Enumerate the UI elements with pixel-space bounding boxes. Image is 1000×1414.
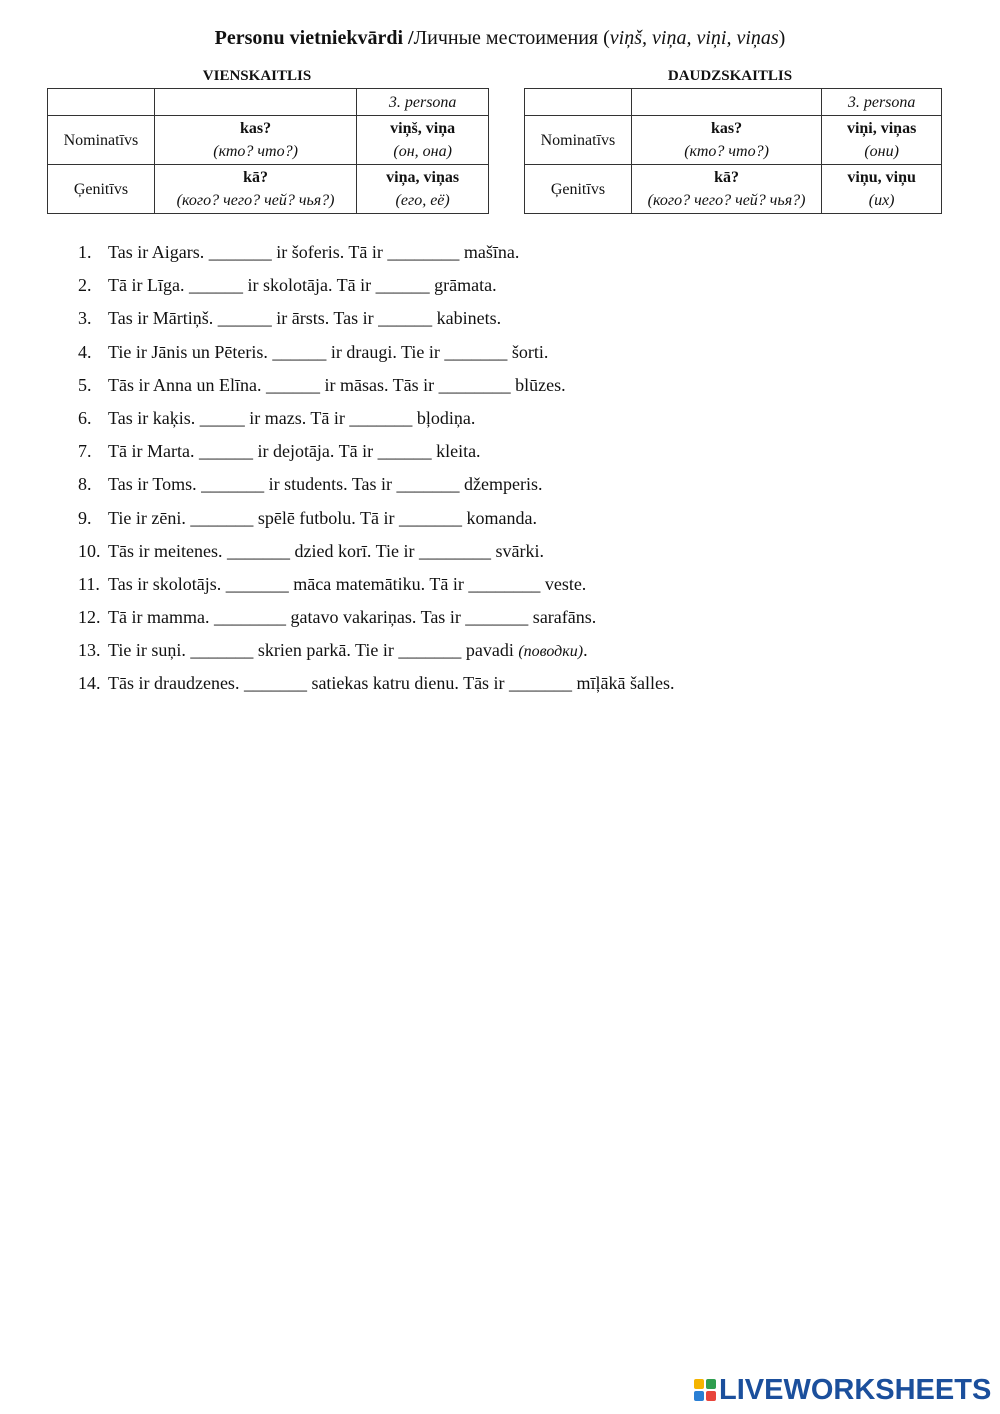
exercise-number: 10. — [78, 540, 101, 561]
exercise-number: 1. — [78, 242, 92, 262]
question-ru: (кого? чего? чей? чья?) — [176, 192, 335, 209]
exercise-text[interactable]: Tie ir suņi. _______ skrien parkā. Tie ir _______ pavadi — [108, 640, 519, 661]
exercise-item — [78, 438, 978, 471]
exercise-text[interactable]: Tie ir zēni. _______ spēlē futbolu. Tā ir _______ komanda. — [108, 507, 537, 528]
exercise-item — [78, 637, 978, 670]
question-cell — [631, 165, 821, 214]
exercise-number: 6. — [78, 407, 92, 428]
table-row — [48, 165, 489, 214]
empty-cell — [154, 89, 356, 116]
exercise-number: 13. — [78, 640, 101, 661]
question: kas? — [240, 120, 272, 137]
exercise-item — [78, 505, 978, 538]
case-label: Nominatīvs — [525, 116, 632, 165]
empty-cell — [48, 89, 155, 116]
exercise-text[interactable]: Tas ir skolotājs. _______ māca matemātiku. Tā ir ________ veste. — [108, 573, 587, 594]
pronoun-cell — [822, 165, 942, 214]
case-label: Nominatīvs — [48, 116, 155, 165]
exercise-number: 9. — [78, 507, 92, 528]
exercise-number: 5. — [78, 374, 92, 395]
plural-table-block — [524, 66, 942, 214]
pronoun-cell — [357, 165, 489, 214]
empty-cell — [525, 89, 632, 116]
person-header: 3. persona — [822, 89, 942, 116]
table-header-row — [48, 89, 489, 116]
exercise-list — [78, 239, 978, 704]
exercise-item — [78, 538, 978, 571]
exercise-number: 11. — [78, 573, 100, 594]
question-cell — [631, 116, 821, 165]
exercise-text[interactable]: Tie ir Jānis un Pēteris. ______ ir draugi. Tie ir _______ šorti. — [108, 341, 549, 362]
exercise-text[interactable]: Tā ir Līga. ______ ir skolotāja. Tā ir ______ grāmata. — [108, 275, 497, 296]
exercise-text[interactable]: Tas ir Mārtiņš. ______ ir ārsts. Tas ir ______ kabinets. — [108, 308, 502, 329]
question-cell — [154, 165, 356, 214]
table-row — [48, 116, 489, 165]
logo-block-icon — [694, 1379, 704, 1389]
exercise-item — [78, 571, 978, 604]
question: kā? — [243, 169, 269, 186]
exercise-text[interactable]: Tas ir Toms. _______ ir students. Tas ir _______ džemperis. — [108, 474, 543, 495]
exercise-end: . — [583, 640, 588, 661]
logo-block-icon — [706, 1391, 716, 1401]
exercise-item — [78, 272, 978, 305]
question: kā? — [714, 169, 740, 186]
pronoun: viņi, viņas — [846, 120, 917, 137]
exercise-number: 14. — [78, 673, 101, 694]
exercise-item — [78, 604, 978, 637]
pronoun: viņš, viņa — [390, 120, 456, 137]
table-row — [525, 165, 942, 214]
table-header-row — [525, 89, 942, 116]
title-latvian: Personu vietniekvārdi / — [214, 27, 414, 49]
exercise-text[interactable]: Tās ir Anna un Elīna. ______ ir māsas. Tās ir ________ blūzes. — [108, 374, 566, 395]
title-close: ) — [778, 27, 786, 49]
logo-blocks-icon — [694, 1379, 716, 1401]
exercise-item — [78, 339, 978, 372]
exercise-number: 4. — [78, 341, 92, 362]
plural-heading: DAUDZSKAITLIS — [667, 68, 793, 84]
exercise-text[interactable]: Tās ir draudzenes. _______ satiekas katru dienu. Tās ir _______ mīļākā šalles. — [108, 673, 675, 694]
question-ru: (кого? чего? чей? чья?) — [647, 192, 806, 209]
exercise-item — [78, 471, 978, 504]
exercise-item — [78, 405, 978, 438]
exercise-text[interactable]: Tā ir mamma. ________ gatavo vakariņas. Tas ir _______ sarafāns. — [108, 607, 597, 628]
pronoun: viņa, viņas — [386, 169, 460, 186]
logo-block-icon — [694, 1391, 704, 1401]
pronoun: viņu, viņu — [847, 169, 916, 186]
question-ru: (кто? что?) — [213, 143, 298, 160]
singular-table — [47, 88, 489, 214]
exercise-text[interactable]: Tas ir Aigars. _______ ir šoferis. Tā ir ________ mašīna. — [108, 242, 520, 262]
empty-cell — [631, 89, 821, 116]
case-label: Ģenitīvs — [525, 165, 632, 214]
title-pronouns: viņš, viņa, viņi, viņas — [609, 27, 779, 49]
exercise-number: 7. — [78, 441, 92, 462]
pronoun-ru: (он, она) — [393, 143, 452, 160]
pronoun-ru: (их) — [868, 192, 895, 209]
person-header: 3. persona — [357, 89, 489, 116]
question-ru: (кто? что?) — [684, 143, 769, 160]
pronoun-ru: (они) — [864, 143, 899, 160]
brand-name: LIVEWORKSHEETS — [719, 1374, 992, 1406]
question: kas? — [711, 120, 743, 137]
liveworksheets-logo — [694, 1376, 991, 1404]
question-cell — [154, 116, 356, 165]
exercise-item — [78, 239, 978, 272]
pronoun-cell — [822, 116, 942, 165]
singular-table-block — [47, 66, 489, 214]
logo-block-icon — [706, 1379, 716, 1389]
exercise-item — [78, 372, 978, 405]
title-russian: Личные местоимения ( — [413, 27, 610, 49]
page-title — [0, 27, 1000, 50]
exercise-number: 8. — [78, 474, 92, 495]
exercise-number: 12. — [78, 607, 101, 628]
exercise-text[interactable]: Tā ir Marta. ______ ir dejotāja. Tā ir ______ kleita. — [108, 441, 481, 462]
exercise-number: 2. — [78, 275, 92, 296]
table-row — [525, 116, 942, 165]
pronoun-ru: (его, её) — [395, 192, 450, 209]
plural-table — [524, 88, 942, 214]
singular-heading: VIENSKAITLIS — [202, 68, 312, 84]
exercise-text[interactable]: Tas ir kaķis. _____ ir mazs. Tā ir _______ bļodiņa. — [108, 407, 476, 428]
pronoun-cell — [357, 116, 489, 165]
case-label: Ģenitīvs — [48, 165, 155, 214]
exercise-number: 3. — [78, 308, 92, 329]
exercise-note: (поводки) — [518, 643, 584, 661]
exercise-text[interactable]: Tās ir meitenes. _______ dzied korī. Tie ir ________ svārki. — [108, 540, 544, 561]
exercise-item — [78, 305, 978, 338]
exercise-item — [78, 670, 978, 703]
